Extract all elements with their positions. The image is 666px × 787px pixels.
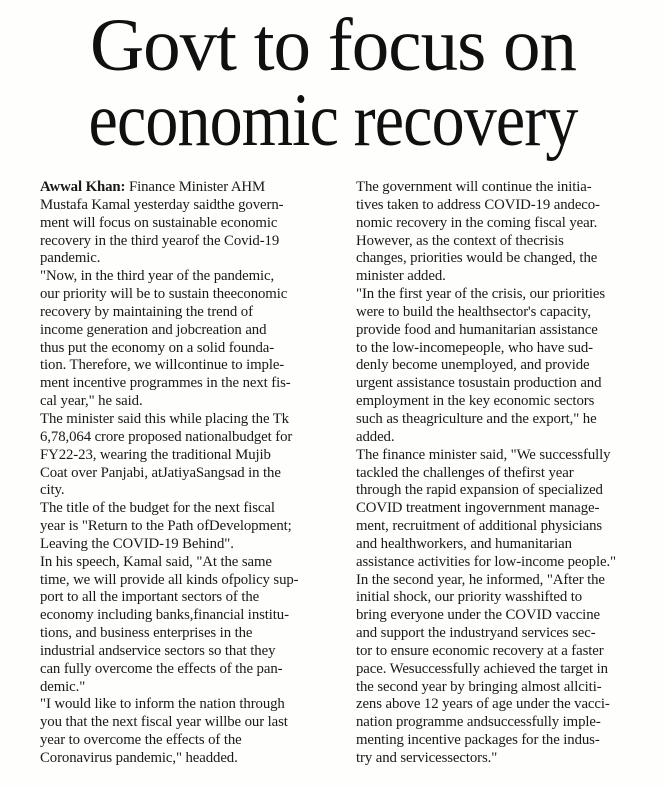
text-line: tion. Therefore, we willcontinue to imple- [40, 357, 285, 374]
text-line: menting incentive packages for the indus- [356, 732, 600, 749]
text-line: ment, recruitment of additional physicians [356, 518, 603, 535]
text-line: Coronavirus pandemic," headded. [40, 750, 238, 766]
text-line: year is "Return to the Path ofDevelopment; [40, 518, 292, 535]
text-line: try and servicessectors." [356, 750, 498, 766]
text-line: "Now, in the third year of the pandemic, [40, 268, 275, 285]
text-line: our priority will be to sustain theeconomic [40, 286, 288, 303]
text-line: ment will focus on sustainable economic [40, 214, 278, 231]
text-line: FY22-23, wearing the traditional Mujib [40, 446, 271, 463]
text-line: The minister said this while placing the Tk [40, 410, 289, 427]
text-line: ment incentive programmes in the next fis- [40, 375, 291, 392]
text-line: time, we will provide all kinds ofpolicy sup- [40, 571, 299, 588]
text-line: and support the industryand services sec- [356, 625, 596, 642]
text-line: such as theagriculture and the export," he [356, 410, 597, 427]
column-left [40, 179, 340, 768]
text-line: zens above 12 years of age under the vacci- [356, 696, 610, 713]
text-line: tackled the challenges of thefirst year [356, 464, 574, 481]
byline [40, 179, 340, 197]
text-line: industrial andservice sectors so that they [40, 642, 276, 659]
text-line: tives taken to address COVID-19 andeco- [356, 196, 600, 213]
text-line: you that the next fiscal year willbe our last [40, 714, 288, 731]
text-line: In his speech, Kamal said, "At the same [40, 553, 272, 570]
column-right-lines [356, 179, 656, 768]
text-line: thus put the economy on a solid founda- [40, 339, 275, 356]
text-line: tor to ensure economic recovery at a faster [356, 642, 604, 659]
column-right [356, 179, 656, 768]
text-line: COVID treatment ingovernment manage- [356, 500, 600, 517]
text-line: 6,78,064 crore proposed nationalbudget for [40, 428, 293, 445]
text-line: In the second year, he informed, "After the [356, 571, 605, 588]
headline [0, 0, 666, 162]
text-line: nomic recovery in the coming fiscal year. [356, 214, 598, 231]
text-line: pace. Wesuccessfully achieved the target in [356, 660, 608, 677]
text-line: Leaving the COVID-19 Behind". [40, 535, 234, 552]
text-line: However, as the context of thecrisis [356, 232, 564, 249]
text-line: "In the first year of the crisis, our priorities [356, 286, 606, 303]
text-line: city. [40, 482, 65, 499]
text-line: the second year by bringing almost allciti- [356, 678, 602, 695]
text-line: The government will continue the initia- [356, 179, 592, 195]
column-left-lines [40, 197, 340, 768]
text-line: can fully overcome the effects of the pan- [40, 660, 283, 677]
text-line: changes, priorities would be changed, the [356, 250, 598, 267]
text-line: year to overcome the effects of the [40, 732, 242, 749]
text-line: to the low-incomepeople, who have sud- [356, 339, 593, 356]
text-line: demic." [40, 678, 86, 695]
text-line: port to all the important sectors of the [40, 589, 260, 606]
text-line: recovery in the third yearof the Covid-19 [40, 232, 280, 249]
byline-lead: Finance Minister AHM [128, 179, 266, 195]
text-line: bring everyone under the COVID vaccine [356, 607, 600, 624]
text-line: employment in the key economic sectors [356, 393, 595, 410]
text-line: "I would like to inform the nation through [40, 696, 285, 713]
text-line: tions, and business enterprises in the [40, 625, 253, 642]
text-line: through the rapid expansion of specialized [356, 482, 603, 499]
text-line: The finance minister said, "We successfully [356, 446, 611, 463]
headline-line-1: Govt to focus on [89, 4, 577, 87]
headline-line-2: economic recovery [88, 79, 578, 162]
text-line: recovery by maintaining the trend of [40, 303, 253, 320]
text-line: minister added. [356, 268, 446, 285]
text-line: The title of the budget for the next fiscal [40, 500, 275, 517]
text-line: provide food and humanitarian assistance [356, 321, 598, 338]
text-line: added. [356, 428, 395, 445]
text-line: assistance activities for low-income people." [356, 553, 616, 570]
article-body [40, 179, 660, 768]
text-line: economy including banks,financial institu- [40, 607, 289, 624]
text-line: income generation and jobcreation and [40, 321, 267, 338]
text-line: were to build the healthsector's capacity, [356, 303, 591, 320]
text-line: cal year," he said. [40, 393, 143, 410]
text-line: urgent assistance tosustain production and [356, 375, 602, 392]
text-line: Coat over Panjabi, atJatiyaSangsad in the [40, 464, 281, 481]
text-line: pandemic. [40, 250, 101, 267]
byline-author: Awwal Khan: [40, 179, 126, 195]
text-line: and healthworkers, and humanitarian [356, 535, 572, 552]
text-line: initial shock, our priority wasshifted to [356, 589, 583, 606]
text-line: denly become unemployed, and provide [356, 357, 590, 374]
text-line: nation programme andsuccessfully imple- [356, 714, 601, 731]
text-line: Mustafa Kamal yesterday saidthe govern- [40, 196, 284, 213]
